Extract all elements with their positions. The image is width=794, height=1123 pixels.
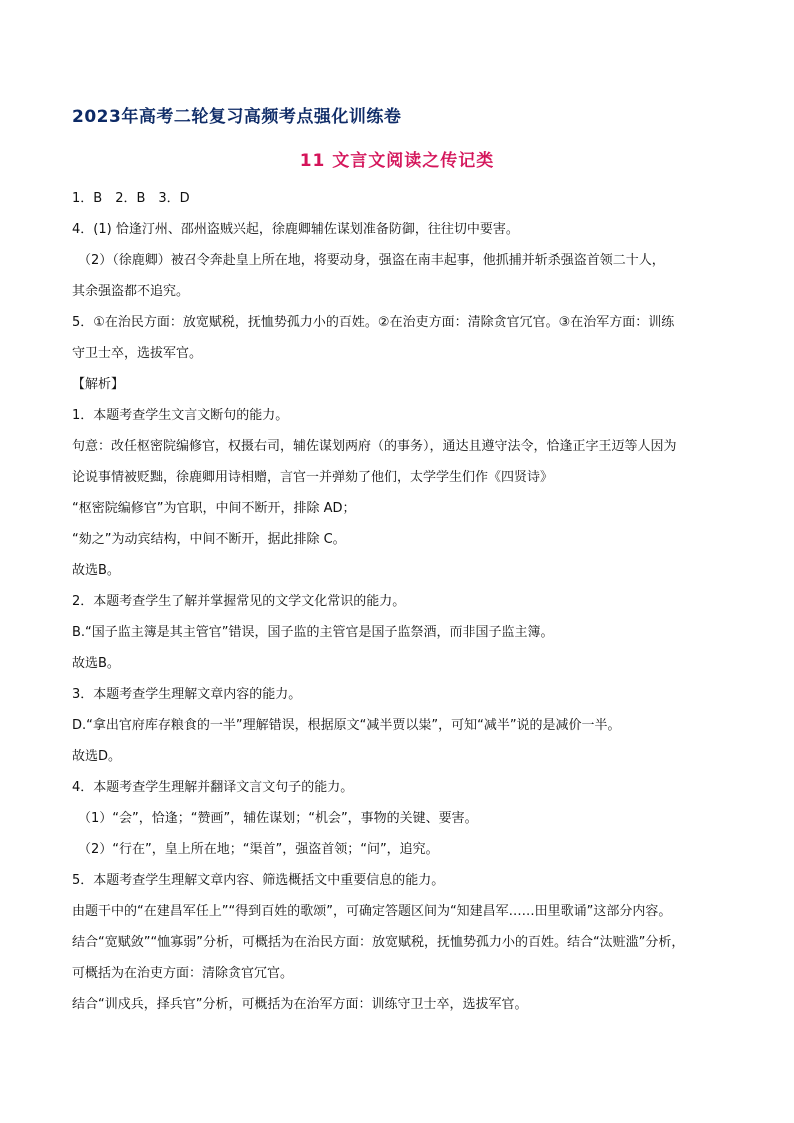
answer-line: 1．B 2．B 3．D <box>72 191 190 206</box>
analysis-line: 结合“训戍兵，择兵官”分析，可概括为在治军方面：训练守卫士卒，选拔军官。 <box>72 997 528 1012</box>
analysis-line: （2）“行在”，皇上所在地；“渠首”，强盗首领；“问”，追究。 <box>78 842 439 857</box>
answer-body <box>72 183 732 1020</box>
analysis-line: 故选B。 <box>72 656 120 671</box>
analysis-line: （1）“会”，恰逢；“赞画”，辅佐谋划；“机会”，事物的关键、要害。 <box>78 811 478 826</box>
document-title: 2023年高考二轮复习高频考点强化训练卷 <box>72 107 402 127</box>
answer-line: 4．(1) 恰逢汀州、邵州盗贼兴起，徐鹿卿辅佐谋划准备防御，往往切中要害。 <box>72 222 519 237</box>
analysis-line: 句意：改任枢密院编修官，权摄右司，辅佐谋划两府（的事务），通达且遵守法令，恰逢正字王迈等人因为 <box>72 439 677 454</box>
analysis-line: D.“拿出官府库存粮食的一半”理解错误，根据原文“减半贾以粜”，可知“减半”说的是减价一半。 <box>72 718 621 733</box>
analysis-line: 3．本题考查学生理解文章内容的能力。 <box>72 687 302 702</box>
analysis-line: 结合“宽赋敛”“恤寡弱”分析，可概括为在治民方面：放宽赋税，抚恤势孤力小的百姓。结合“汰赃滥”分析， <box>72 935 685 950</box>
answer-line: 其余强盗都不追究。 <box>72 284 190 299</box>
analysis-line: “枢密院编修官”为官职，中间不断开，排除 AD； <box>72 501 356 516</box>
analysis-line: 由题干中的“在建昌军任上”“得到百姓的歌颂”，可确定答题区间为“知建昌军……田里歌诵”这部分内容。 <box>72 904 672 919</box>
analysis-line: 2．本题考查学生了解并掌握常见的文学文化常识的能力。 <box>72 594 406 609</box>
analysis-line: 4．本题考查学生理解并翻译文言文句子的能力。 <box>72 780 354 795</box>
analysis-line: 故选D。 <box>72 749 122 764</box>
answer-line: 守卫士卒，选拔军官。 <box>72 346 203 361</box>
analysis-line: 论说事情被贬黜，徐鹿卿用诗相赠，言官一并弹劾了他们，太学学生们作《四贤诗》 <box>72 470 554 485</box>
analysis-line: 1．本题考查学生文言文断句的能力。 <box>72 408 289 423</box>
answer-line: 5．①在治民方面：放宽赋税，抚恤势孤力小的百姓。②在治吏方面：清除贪官冗官。③在治军方面：训练 <box>72 315 675 330</box>
section-title: 11 文言文阅读之传记类 <box>299 151 495 171</box>
analysis-line: 可概括为在治吏方面：清除贪官冗官。 <box>72 966 294 981</box>
answer-line: （2）（徐鹿卿）被召令奔赴皇上所在地，将要动身，强盗在南丰起事，他抓捕并斩杀强盗首领二十人， <box>78 253 665 268</box>
analysis-line: 5．本题考查学生理解文章内容、筛选概括文中重要信息的能力。 <box>72 873 445 888</box>
analysis-line: B.“国子监主簿是其主管官”错误，国子监的主管官是国子监祭酒，而非国子监主簿。 <box>72 625 554 640</box>
analysis-line: “劾之”为动宾结构，中间不断开，据此排除 C。 <box>72 532 346 547</box>
analysis-line: 故选B。 <box>72 563 120 578</box>
analysis-heading: 【解析】 <box>72 377 125 392</box>
